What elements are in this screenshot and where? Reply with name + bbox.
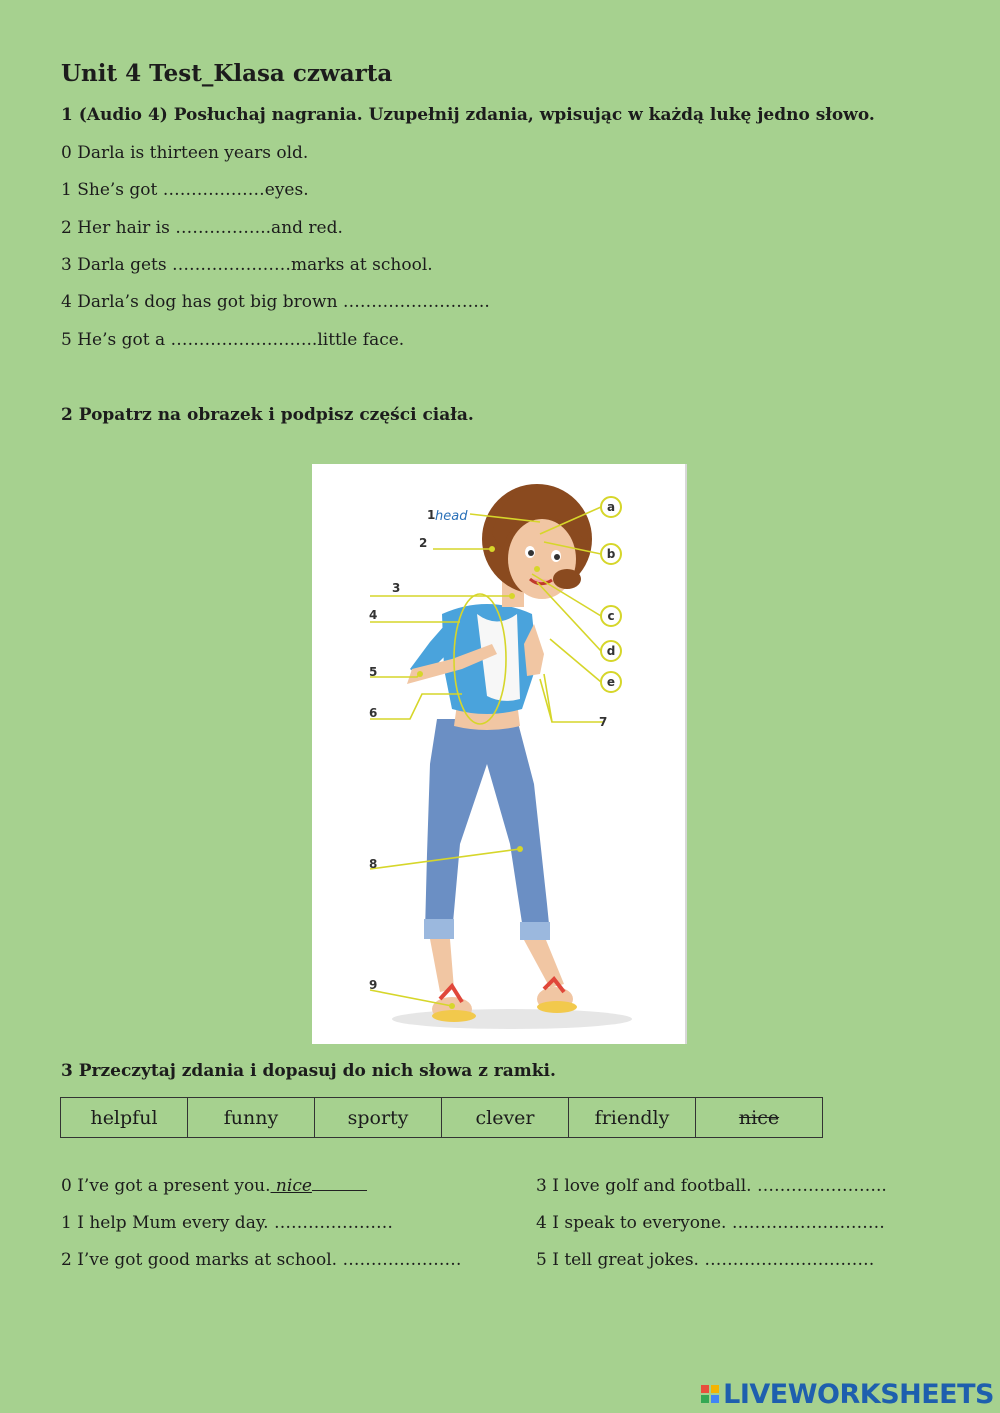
task3-line-0: [61, 1176, 367, 1196]
task3-example-prefix: 0 I’ve got a present you.: [61, 1176, 271, 1196]
word-clever: clever: [442, 1098, 569, 1137]
task1-line-3: 3 Darla gets …………………marks at school.: [61, 255, 433, 275]
callout-letter-a: a: [606, 500, 616, 514]
word-sporty: sporty: [315, 1098, 442, 1137]
callout-number-6: 6: [369, 706, 378, 720]
task3-line-5: 5 I tell great jokes. …………………………: [536, 1250, 875, 1270]
callout-number-2: 2: [419, 536, 428, 550]
answer-underline: [312, 1190, 367, 1191]
task1-line-2: 2 Her hair is ……………..and red.: [61, 218, 343, 238]
task3-heading: 3 Przeczytaj zdania i dopasuj do nich słowa z ramki.: [61, 1061, 556, 1081]
task3-line-3: 3 I love golf and football. …………………..: [536, 1176, 887, 1196]
task3-example-answer: nice: [270, 1176, 312, 1196]
task1-line-0: 0 Darla is thirteen years old.: [61, 143, 309, 163]
task1-line-1: 1 She’s got ………………eyes.: [61, 180, 309, 200]
callout-number-5: 5: [369, 665, 378, 679]
task3-line-1: 1 I help Mum every day. …………………: [61, 1213, 393, 1233]
word-box: [60, 1097, 823, 1138]
word-helpful: helpful: [61, 1098, 188, 1137]
callout-number-1: 1: [427, 508, 436, 522]
task2-heading: 2 Popatrz na obrazek i podpisz części ciała.: [61, 405, 474, 425]
callout-number-7: 7: [599, 715, 608, 729]
callout-letter-b: b: [606, 547, 616, 561]
task1-line-4: 4 Darla’s dog has got big brown ……………………..: [61, 292, 490, 312]
task3-line-4: 4 I speak to everyone. ………………………: [536, 1213, 885, 1233]
callout-letter-e: e: [606, 675, 616, 689]
word-nice-crossed: nice: [738, 1106, 780, 1129]
callout-number-4: 4: [369, 608, 378, 622]
word-funny: funny: [188, 1098, 315, 1137]
callout-number-3: 3: [392, 581, 401, 595]
callout-number-9: 9: [369, 978, 378, 992]
callout-letter-d: d: [606, 644, 616, 658]
task1-line-5: 5 He’s got a ……………………..little face.: [61, 330, 405, 350]
girl-illustration: [312, 464, 685, 1044]
page-title: Unit 4 Test_Klasa czwarta: [61, 60, 393, 87]
callout-number-8: 8: [369, 857, 378, 871]
body-parts-figure: [312, 464, 687, 1044]
liveworksheets-logo: [701, 1379, 994, 1409]
example-label-head: head: [435, 509, 468, 524]
task1-heading: 1 (Audio 4) Posłuchaj nagrania. Uzupełnij zdania, wpisując w każdą lukę jedno słowo.: [61, 105, 875, 125]
task3-line-2: 2 I’ve got good marks at school. …………………: [61, 1250, 462, 1270]
word-friendly: friendly: [569, 1098, 696, 1137]
logo-icon: [701, 1385, 719, 1403]
brand-name: LIVEWORKSHEETS: [723, 1378, 994, 1410]
callout-letter-c: c: [607, 609, 615, 623]
